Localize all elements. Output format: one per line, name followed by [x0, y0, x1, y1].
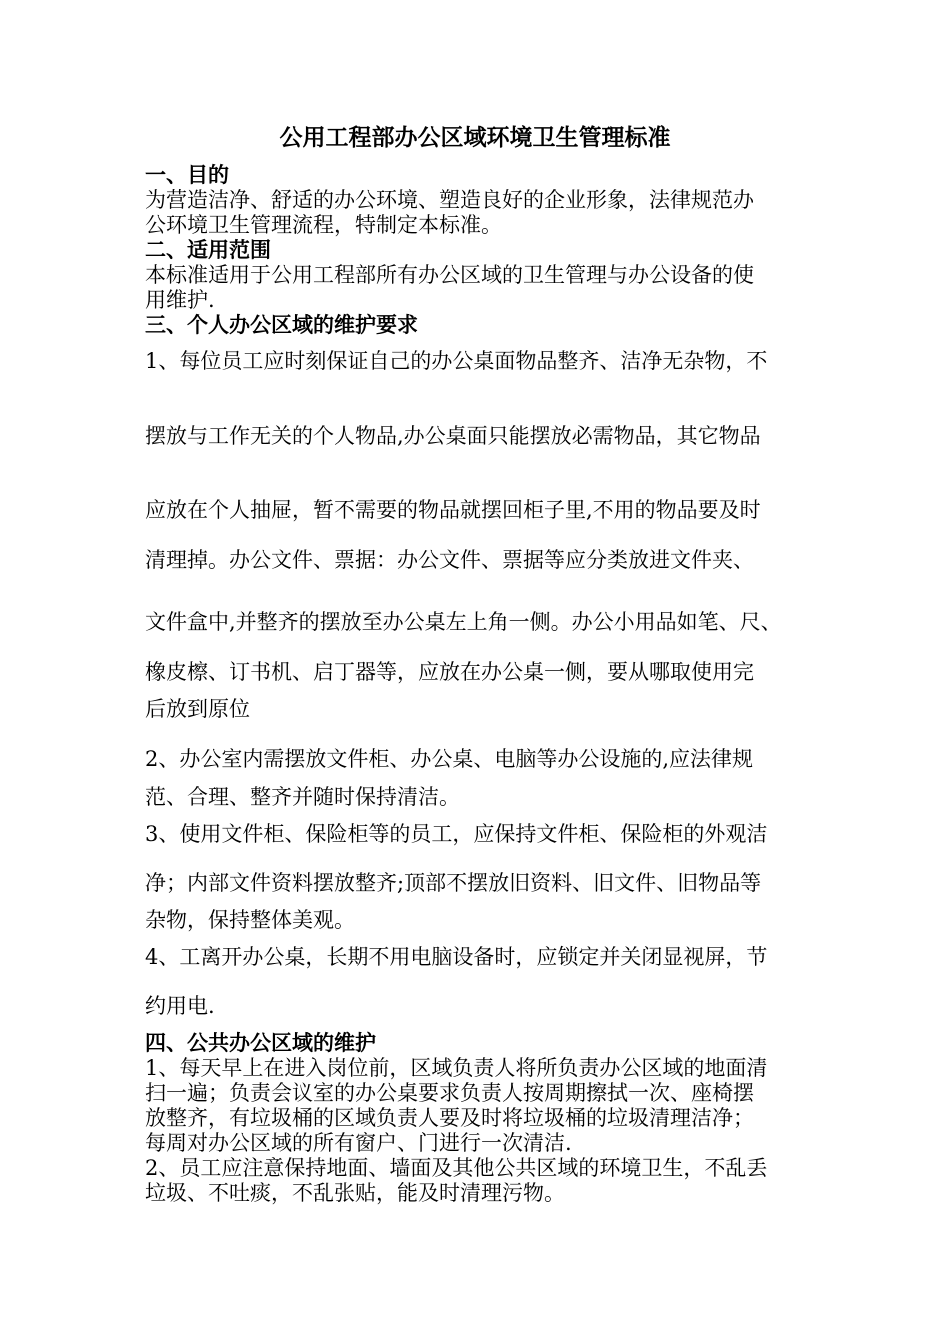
paragraph-line: 1、每天早上在进入岗位前，区域负责人将所负责办公区域的地面清: [145, 1056, 768, 1080]
paragraph-line: 扫一遍；负责会议室的办公桌要求负责人按周期擦拭一次、座椅摆: [145, 1081, 754, 1105]
section-heading-public-area: 四、公共办公区域的维护: [145, 1031, 376, 1055]
paragraph-line: 用维护.: [145, 288, 215, 312]
paragraph-line: 摆放与工作无关的个人物品,办公桌面只能摆放必需物品，其它物品: [145, 424, 761, 448]
section-heading-scope: 二、适用范围: [145, 238, 271, 262]
section-heading-personal-area: 三、个人办公区域的维护要求: [145, 313, 418, 337]
paragraph-line: 净；内部文件资料摆放整齐;顶部不摆放旧资料、旧文件、旧物品等: [145, 871, 762, 895]
paragraph-line: 2、员工应注意保持地面、墙面及其他公共区域的环境卫生，不乱丢: [145, 1156, 768, 1180]
section-heading-purpose: 一、目的: [145, 163, 229, 187]
paragraph-line: 应放在个人抽屉，暂不需要的物品就摆回柜子里,不用的物品要及时: [145, 498, 761, 522]
paragraph-line: 垃圾、不吐痰，不乱张贴，能及时清理污物。: [145, 1181, 565, 1205]
paragraph-line: 橡皮檫、订书机、启丁器等，应放在办公桌一侧，要从哪取使用完: [145, 660, 754, 684]
paragraph-line: 本标准适用于公用工程部所有办公区域的卫生管理与办公设备的使: [145, 263, 754, 287]
paragraph-line: 4、工离开办公桌，长期不用电脑设备时，应锁定并关闭显视屏，节: [145, 945, 768, 969]
paragraph-line: 每周对办公区域的所有窗户、门进行一次清洁.: [145, 1131, 572, 1155]
paragraph-line: 约用电.: [145, 994, 215, 1018]
paragraph-line: 杂物，保持整体美观。: [145, 908, 355, 932]
document-title: 公用工程部办公区域环境卫生管理标准: [279, 124, 671, 151]
paragraph-line: 文件盒中,并整齐的摆放至办公桌左上角一侧。办公小用品如笔、尺、: [145, 610, 782, 634]
paragraph-line: 后放到原位: [145, 697, 250, 721]
paragraph-line: 放整齐，有垃圾桶的区域负责人要及时将垃圾桶的垃圾清理洁净；: [145, 1106, 754, 1130]
paragraph-line: 1、每位员工应时刻保证自己的办公桌面物品整齐、洁净无杂物，不: [145, 349, 768, 373]
paragraph-line: 2、办公室内需摆放文件柜、办公桌、电脑等办公设施的,应法律规: [145, 747, 754, 771]
paragraph-line: 清理掉。办公文件、票据：办公文件、票据等应分类放进文件夹、: [145, 548, 754, 572]
paragraph-line: 范、合理、整齐并随时保持清洁。: [145, 785, 460, 809]
paragraph-line: 3、使用文件柜、保险柜等的员工，应保持文件柜、保险柜的外观洁: [145, 822, 768, 846]
paragraph-line: 为营造洁净、舒适的办公环境、塑造良好的企业形象，法律规范办: [145, 188, 754, 212]
paragraph-line: 公环境卫生管理流程，特制定本标准。: [145, 213, 502, 237]
